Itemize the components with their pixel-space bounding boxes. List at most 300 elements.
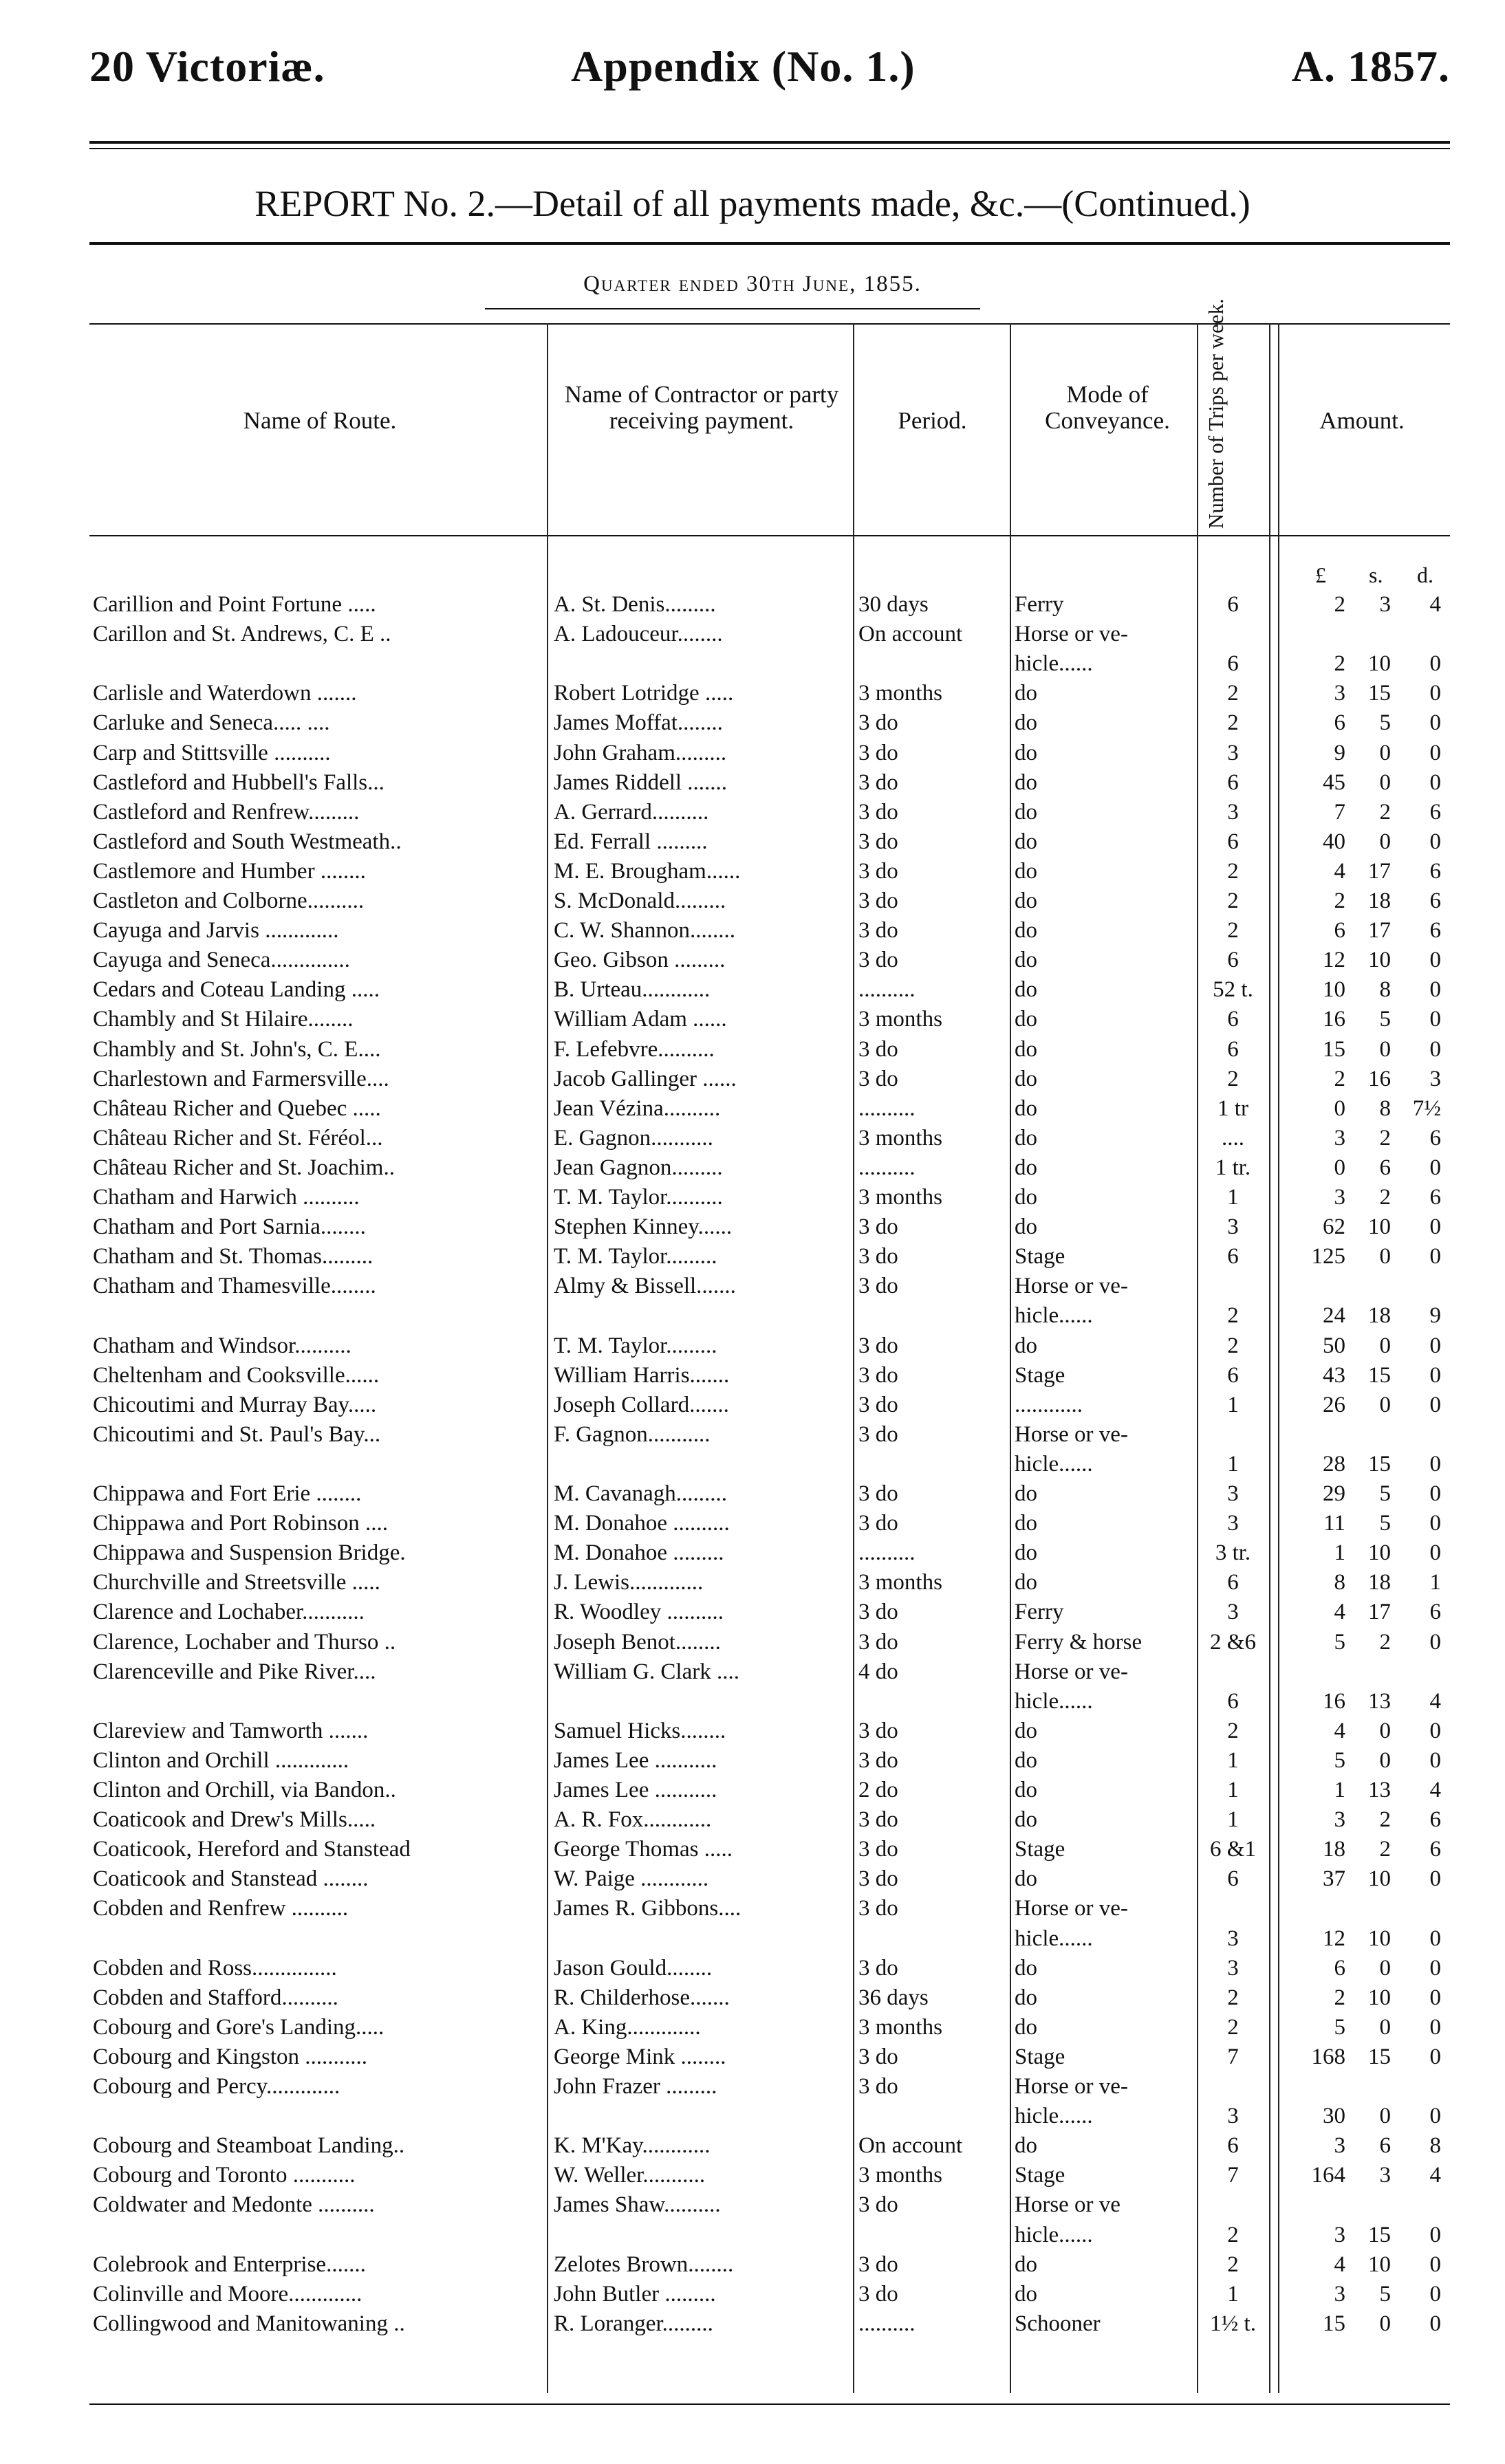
- amount-pence: 0: [1429, 1214, 1441, 1239]
- trips-per-week: 3: [1227, 1600, 1239, 1624]
- period: 3 months: [858, 1007, 942, 1032]
- period: 3 do: [858, 948, 898, 972]
- amount-shillings: 2: [1379, 1126, 1391, 1151]
- mode-of-conveyance: Stage: [1015, 2163, 1065, 2188]
- amount-shillings: 18: [1368, 1303, 1391, 1328]
- amount-pounds: 5: [1334, 1748, 1345, 1773]
- contractor-name: Joseph Benot........: [554, 1630, 721, 1655]
- amount-shillings: 10: [1368, 1214, 1391, 1239]
- mode-of-conveyance: do: [1015, 1007, 1037, 1032]
- amount-shillings: 3: [1379, 592, 1391, 617]
- column-header-contractor: Name of Contractor or party receiving payment.: [564, 381, 839, 434]
- amount-pence: 4: [1429, 1689, 1441, 1714]
- table-row: [0, 1835, 1505, 1864]
- amount-shillings: 2: [1379, 1837, 1391, 1862]
- trips-per-week: 2: [1227, 2015, 1239, 2040]
- table-row: [0, 1183, 1505, 1212]
- mode-of-conveyance: do: [1015, 1778, 1037, 1802]
- contractor-name: George Thomas .....: [554, 1837, 733, 1862]
- mode-of-conveyance: do: [1015, 1956, 1037, 1981]
- amount-shillings: 2: [1379, 800, 1391, 825]
- trips-per-week: 6: [1227, 1244, 1239, 1269]
- amount-pounds: 62: [1323, 1214, 1345, 1239]
- mode-of-conveyance: Horse or ve-: [1015, 2074, 1128, 2099]
- period: On account: [858, 622, 963, 646]
- period: 4 do: [858, 1659, 898, 1684]
- mode-of-conveyance: do: [1015, 948, 1037, 972]
- report-title: REPORT No. 2.—Detail of all payments made, &c.—(Continued.): [255, 183, 1250, 224]
- contractor-name: W. Paige ............: [554, 1866, 709, 1891]
- header-rule-top: [89, 141, 1450, 144]
- amount-shillings: 3: [1379, 2163, 1391, 2188]
- table-row: [0, 1716, 1505, 1746]
- period: 3 do: [858, 2074, 898, 2099]
- trips-per-week: 6: [1227, 592, 1239, 617]
- mode-of-conveyance: do: [1015, 1067, 1037, 1091]
- amount-shillings: 0: [1379, 770, 1391, 795]
- trips-per-week: 6 &1: [1210, 1837, 1256, 1862]
- amount-pence: 6: [1429, 1807, 1441, 1832]
- table-row: [0, 2013, 1505, 2042]
- route-name: Cobourg and Kingston ...........: [93, 2045, 368, 2069]
- contractor-name: James R. Gibbons....: [554, 1896, 741, 1921]
- table-row: [0, 620, 1505, 649]
- mode-of-conveyance: do: [1015, 1570, 1037, 1595]
- amount-shillings: 5: [1379, 1511, 1391, 1536]
- mode-of-conveyance: do: [1015, 800, 1037, 825]
- trips-per-week: 52 t.: [1213, 977, 1253, 1002]
- period: 3 do: [858, 2045, 898, 2069]
- table-row: [0, 739, 1505, 768]
- contractor-name: W. Weller...........: [554, 2163, 706, 2188]
- table-row: [0, 1391, 1505, 1420]
- amount-pence: 0: [1429, 948, 1441, 972]
- period: 2 do: [858, 1778, 898, 1802]
- amount-pence: 0: [1429, 681, 1441, 706]
- route-name: Carlisle and Waterdown .......: [93, 681, 357, 706]
- mode-of-conveyance: do: [1015, 681, 1037, 706]
- period: ..........: [858, 1540, 916, 1565]
- amount-pence: 0: [1429, 1511, 1441, 1536]
- amount-shillings: 0: [1379, 1037, 1391, 1062]
- contractor-name: F. Gagnon...........: [554, 1422, 711, 1447]
- amount-pence: 0: [1429, 2252, 1441, 2277]
- amount-pounds: 3: [1334, 681, 1345, 706]
- amount-pence: 4: [1429, 592, 1441, 617]
- period: 3 do: [858, 1067, 898, 1091]
- contractor-name: A. Gerrard..........: [554, 800, 709, 825]
- route-name: Churchville and Streetsville .....: [93, 1570, 380, 1595]
- mode-of-conveyance: Horse or ve: [1015, 2192, 1120, 2217]
- table-row: [0, 1479, 1505, 1509]
- trips-per-week: 3: [1227, 800, 1239, 825]
- amount-shillings: 8: [1379, 977, 1391, 1002]
- mode-of-conveyance: Schooner: [1015, 2311, 1101, 2336]
- period: 3 months: [858, 1126, 942, 1151]
- route-name: Cayuga and Jarvis .............: [93, 918, 339, 943]
- route-name: Clarence, Lochaber and Thurso ..: [93, 1630, 396, 1655]
- amount-pounds: 16: [1323, 1689, 1345, 1714]
- mode-of-conveyance: do: [1015, 1037, 1037, 1062]
- amount-pounds: 8: [1334, 1570, 1345, 1595]
- mode-of-conveyance: Horse or ve-: [1015, 622, 1128, 646]
- amount-pounds: 3: [1334, 2223, 1345, 2247]
- amount-shillings: 15: [1368, 1363, 1391, 1388]
- amount-pence: 0: [1429, 1748, 1441, 1773]
- amount-pence: 0: [1429, 1866, 1441, 1891]
- amount-shillings: 0: [1379, 1719, 1391, 1743]
- currency-pence-symbol: d.: [1417, 563, 1433, 587]
- contractor-name: James Riddell .......: [554, 770, 728, 795]
- amount-pence: 7½: [1412, 1096, 1441, 1121]
- amount-pence: 8: [1429, 2133, 1441, 2158]
- period: 3 do: [858, 1037, 898, 1062]
- route-name: Collingwood and Manitowaning ..: [93, 2311, 405, 2336]
- amount-shillings: 0: [1379, 1393, 1391, 1417]
- amount-pounds: 15: [1323, 2311, 1345, 2336]
- table-row: [0, 946, 1505, 975]
- trips-per-week: 1: [1227, 1748, 1239, 1773]
- table-row: [0, 1924, 1505, 1954]
- contractor-name: R. Childerhose.......: [554, 1985, 730, 2010]
- amount-pounds: 10: [1323, 977, 1345, 1002]
- amount-pounds: 5: [1334, 2015, 1345, 2040]
- amount-pence: 0: [1429, 1630, 1441, 1655]
- amount-pence: 0: [1429, 829, 1441, 854]
- amount-shillings: 2: [1379, 1630, 1391, 1655]
- table-row: [0, 1568, 1505, 1598]
- contractor-name: J. Lewis.............: [554, 1570, 704, 1595]
- amount-shillings: 0: [1379, 741, 1391, 765]
- table-row: [0, 1065, 1505, 1094]
- contractor-name: M. Cavanagh.........: [554, 1481, 728, 1506]
- route-name: Clinton and Orchill, via Bandon..: [93, 1778, 396, 1802]
- trips-per-week: 6: [1227, 829, 1239, 854]
- trips-per-week: 1 tr.: [1215, 1155, 1251, 1180]
- amount-pounds: 4: [1334, 1600, 1345, 1624]
- amount-pounds: 4: [1334, 2252, 1345, 2277]
- period: 3 do: [858, 1630, 898, 1655]
- route-name: Cobourg and Steamboat Landing..: [93, 2133, 405, 2158]
- header-volume: A. 1857.: [1291, 42, 1450, 91]
- mode-of-conveyance: Stage: [1015, 1837, 1065, 1862]
- contractor-name: F. Lefebvre..........: [554, 1037, 715, 1062]
- amount-pounds: 11: [1323, 1511, 1345, 1536]
- route-name: Castleford and Renfrew.........: [93, 800, 360, 825]
- table-row: [0, 886, 1505, 916]
- amount-pounds: 6: [1334, 1956, 1345, 1981]
- amount-pence: 1: [1429, 1570, 1441, 1595]
- mode-of-conveyance: do: [1015, 1155, 1037, 1180]
- period: On account: [858, 2133, 963, 2158]
- period: 3 do: [858, 1393, 898, 1417]
- period: 3 do: [858, 1896, 898, 1921]
- table-row: [0, 1509, 1505, 1538]
- route-name: Clareview and Tamworth .......: [93, 1719, 369, 1743]
- contractor-name: Jason Gould........: [554, 1956, 713, 1981]
- period: 3 do: [858, 770, 898, 795]
- trips-per-week: 1: [1227, 1393, 1239, 1417]
- trips-per-week: 3: [1227, 1956, 1239, 1981]
- period: 3 do: [858, 800, 898, 825]
- route-name: Chippawa and Port Robinson ....: [93, 1511, 388, 1536]
- header-appendix: Appendix (No. 1.): [571, 42, 916, 91]
- trips-per-week: 6: [1227, 1037, 1239, 1062]
- column-header-rule: [89, 535, 1450, 536]
- table-row: [0, 590, 1505, 620]
- route-name: Chatham and St. Thomas.........: [93, 1244, 373, 1269]
- trips-per-week: 6: [1227, 1363, 1239, 1388]
- amount-pounds: 28: [1323, 1452, 1345, 1476]
- table-row: [0, 1538, 1505, 1568]
- contractor-name: James Shaw..........: [554, 2192, 721, 2217]
- amount-shillings: 16: [1368, 1067, 1391, 1091]
- amount-shillings: 15: [1368, 2045, 1391, 2069]
- amount-pounds: 40: [1323, 829, 1345, 854]
- amount-shillings: 2: [1379, 1807, 1391, 1832]
- contractor-name: Geo. Gibson .........: [554, 948, 726, 972]
- contractor-name: Robert Lotridge .....: [554, 681, 734, 706]
- amount-pence: 0: [1429, 2282, 1441, 2307]
- amount-pounds: 6: [1334, 918, 1345, 943]
- mode-of-conveyance: Stage: [1015, 1244, 1065, 1269]
- trips-per-week: 1: [1227, 2282, 1239, 2307]
- contractor-name: Jean Vézina..........: [554, 1096, 721, 1121]
- contractor-name: M. Donahoe ..........: [554, 1511, 730, 1536]
- amount-pence: 0: [1429, 710, 1441, 735]
- table-row: [0, 1864, 1505, 1894]
- amount-pence: 0: [1429, 741, 1441, 765]
- period: 36 days: [858, 1985, 929, 2010]
- amount-pence: 0: [1429, 1540, 1441, 1565]
- table-row: [0, 2221, 1505, 2250]
- mode-of-conveyance: do: [1015, 859, 1037, 884]
- period: 3 do: [858, 2282, 898, 2307]
- trips-per-week: 6: [1227, 948, 1239, 972]
- amount-shillings: 10: [1368, 1985, 1391, 2010]
- trips-per-week: 1 tr: [1217, 1096, 1248, 1121]
- trips-per-week: 6: [1227, 651, 1239, 676]
- contractor-name: William G. Clark ....: [554, 1659, 739, 1684]
- running-header: [89, 41, 1450, 103]
- table-row: [0, 1450, 1505, 1479]
- route-name: Château Richer and Quebec .....: [93, 1096, 381, 1121]
- mode-of-conveyance: do: [1015, 770, 1037, 795]
- header-rule-bottom: [89, 148, 1450, 149]
- amount-shillings: 15: [1368, 2223, 1391, 2247]
- trips-per-week: 7: [1227, 2163, 1239, 2188]
- contractor-name: Samuel Hicks........: [554, 1719, 726, 1743]
- table-row: [0, 1657, 1505, 1687]
- amount-pence: 3: [1429, 1067, 1441, 1091]
- contractor-name: S. McDonald.........: [554, 888, 726, 913]
- amount-shillings: 18: [1368, 888, 1391, 913]
- amount-pence: 0: [1429, 1719, 1441, 1743]
- mode-of-conveyance: do: [1015, 2282, 1037, 2307]
- mode-of-conveyance: do: [1015, 918, 1037, 943]
- table-row: [0, 1628, 1505, 1657]
- amount-pence: 6: [1429, 1185, 1441, 1210]
- amount-pounds: 2: [1334, 888, 1345, 913]
- mode-of-conveyance: do: [1015, 1333, 1037, 1358]
- trips-per-week: 2: [1227, 1303, 1239, 1328]
- trips-per-week: 1: [1227, 1807, 1239, 1832]
- contractor-name: K. M'Kay............: [554, 2133, 711, 2158]
- period: 3 months: [858, 1570, 942, 1595]
- period: 3 do: [858, 1807, 898, 1832]
- amount-pounds: 26: [1323, 1393, 1345, 1417]
- route-name: Castleton and Colborne..........: [93, 888, 365, 913]
- contractor-name: R. Woodley ..........: [554, 1600, 724, 1624]
- table-row: [0, 2250, 1505, 2280]
- period: 3 do: [858, 1214, 898, 1239]
- period: ..........: [858, 2311, 916, 2336]
- trips-per-week: 6: [1227, 1866, 1239, 1891]
- route-name: Chambly and St. John's, C. E....: [93, 1037, 381, 1062]
- amount-pence: 0: [1429, 1363, 1441, 1388]
- trips-per-week: 2 &6: [1210, 1630, 1256, 1655]
- column-header-route: Name of Route.: [243, 407, 397, 434]
- route-name: Chatham and Windsor..........: [93, 1333, 351, 1358]
- amount-pounds: 2: [1334, 1067, 1345, 1091]
- route-name: Carluke and Seneca..... ....: [93, 710, 330, 735]
- title-rule: [89, 242, 1450, 245]
- amount-pence: 0: [1429, 1037, 1441, 1062]
- period: ..........: [858, 1155, 916, 1180]
- amount-pounds: 6: [1334, 710, 1345, 735]
- mode-of-conveyance: Ferry: [1015, 1600, 1064, 1624]
- period: 3 do: [858, 1956, 898, 1981]
- contractor-name: James Lee ...........: [554, 1748, 717, 1773]
- amount-shillings: 2: [1379, 1185, 1391, 1210]
- subtitle-rule: [485, 308, 980, 309]
- amount-pence: 4: [1429, 2163, 1441, 2188]
- amount-shillings: 0: [1379, 2311, 1391, 2336]
- contractor-name: Jacob Gallinger ......: [554, 1067, 737, 1091]
- trips-per-week: 2: [1227, 1067, 1239, 1091]
- period: 3 do: [858, 1748, 898, 1773]
- trips-per-week: 1: [1227, 1452, 1239, 1476]
- mode-of-conveyance: do: [1015, 1481, 1037, 1506]
- contractor-name: C. W. Shannon........: [554, 918, 736, 943]
- table-row: [0, 1776, 1505, 1805]
- route-name: Clarenceville and Pike River....: [93, 1659, 376, 1684]
- mode-of-conveyance: do: [1015, 1540, 1037, 1565]
- contractor-name: Almy & Bissell.......: [554, 1274, 736, 1298]
- mode-of-conveyance: do: [1015, 1985, 1037, 2010]
- route-name: Cayuga and Seneca..............: [93, 948, 350, 972]
- period: 3 do: [858, 1244, 898, 1269]
- route-name: Castleford and South Westmeath..: [93, 829, 402, 854]
- mode-of-conveyance: do: [1015, 1214, 1037, 1239]
- route-name: Coaticook, Hereford and Stanstead: [93, 1837, 411, 1862]
- table-row: [0, 1124, 1505, 1153]
- mode-of-conveyance: do: [1015, 1866, 1037, 1891]
- amount-pounds: 1: [1334, 1778, 1345, 1802]
- amount-pence: 0: [1429, 1244, 1441, 1269]
- table-row: [0, 2280, 1505, 2309]
- trips-per-week: 2: [1227, 888, 1239, 913]
- contractor-name: T. M. Taylor.........: [554, 1244, 717, 1269]
- table-row: [0, 975, 1505, 1005]
- amount-pence: 6: [1429, 918, 1441, 943]
- table-row: [0, 2131, 1505, 2161]
- amount-pence: 0: [1429, 1481, 1441, 1506]
- period: 3 do: [858, 1333, 898, 1358]
- trips-per-week: 1: [1227, 1185, 1239, 1210]
- amount-shillings: 6: [1379, 1155, 1391, 1180]
- period: 3 months: [858, 1185, 942, 1210]
- amount-shillings: 10: [1368, 2252, 1391, 2277]
- amount-pounds: 12: [1323, 1926, 1345, 1951]
- amount-shillings: 17: [1368, 859, 1391, 884]
- table-row: [0, 798, 1505, 827]
- amount-pounds: 1: [1334, 1540, 1345, 1565]
- header-session: 20 Victoriæ.: [89, 42, 325, 91]
- table-row: [0, 827, 1505, 857]
- trips-per-week: 3 tr.: [1215, 1540, 1251, 1565]
- period: 3 do: [858, 1422, 898, 1447]
- amount-pence: 0: [1429, 1393, 1441, 1417]
- table-bottom-rule: [89, 2403, 1450, 2405]
- amount-pounds: 15: [1323, 1037, 1345, 1062]
- period: 3 months: [858, 2163, 942, 2188]
- table-row: [0, 1005, 1505, 1034]
- period: 3 do: [858, 2252, 898, 2277]
- contractor-name: M. Donahoe .........: [554, 1540, 724, 1565]
- table-row: [0, 1301, 1505, 1331]
- contractor-name: John Graham.........: [554, 741, 727, 765]
- mode-of-conveyance: hicle......: [1015, 1689, 1093, 1714]
- route-name: Cobden and Stafford..........: [93, 1985, 338, 2010]
- trips-per-week: 3: [1227, 2104, 1239, 2128]
- route-name: Charlestown and Farmersville....: [93, 1067, 389, 1091]
- contractor-name: T. M. Taylor.........: [554, 1333, 717, 1358]
- table-row: [0, 2161, 1505, 2190]
- amount-pence: 9: [1429, 1303, 1441, 1328]
- amount-pounds: 50: [1323, 1333, 1345, 1358]
- table-row: [0, 1153, 1505, 1183]
- mode-of-conveyance: hicle......: [1015, 1452, 1093, 1476]
- table-row: [0, 2102, 1505, 2131]
- amount-pounds: 37: [1323, 1866, 1345, 1891]
- mode-of-conveyance: Stage: [1015, 2045, 1065, 2069]
- contractor-name: Jean Gagnon.........: [554, 1155, 723, 1180]
- trips-per-week: 2: [1227, 1719, 1239, 1743]
- mode-of-conveyance: hicle......: [1015, 2104, 1093, 2128]
- route-name: Chippawa and Suspension Bridge.: [93, 1540, 406, 1565]
- period: ..........: [858, 1096, 916, 1121]
- amount-shillings: 15: [1368, 1452, 1391, 1476]
- amount-shillings: 6: [1379, 2133, 1391, 2158]
- mode-of-conveyance: hicle......: [1015, 651, 1093, 676]
- amount-shillings: 10: [1368, 1926, 1391, 1951]
- amount-shillings: 5: [1379, 710, 1391, 735]
- table-row: [0, 1094, 1505, 1124]
- amount-shillings: 10: [1368, 651, 1391, 676]
- contractor-name: E. Gagnon...........: [554, 1126, 713, 1151]
- contractor-name: M. E. Brougham......: [554, 859, 741, 884]
- mode-of-conveyance: do: [1015, 829, 1037, 854]
- currency-shillings-symbol: s.: [1369, 563, 1383, 587]
- amount-pounds: 3: [1334, 1126, 1345, 1151]
- amount-pence: 0: [1429, 1333, 1441, 1358]
- table-row: [0, 1894, 1505, 1923]
- table-row: [0, 1272, 1505, 1301]
- table-row: [0, 2072, 1505, 2102]
- route-name: Colebrook and Enterprise.......: [93, 2252, 366, 2277]
- column-header-period: Period.: [898, 407, 967, 434]
